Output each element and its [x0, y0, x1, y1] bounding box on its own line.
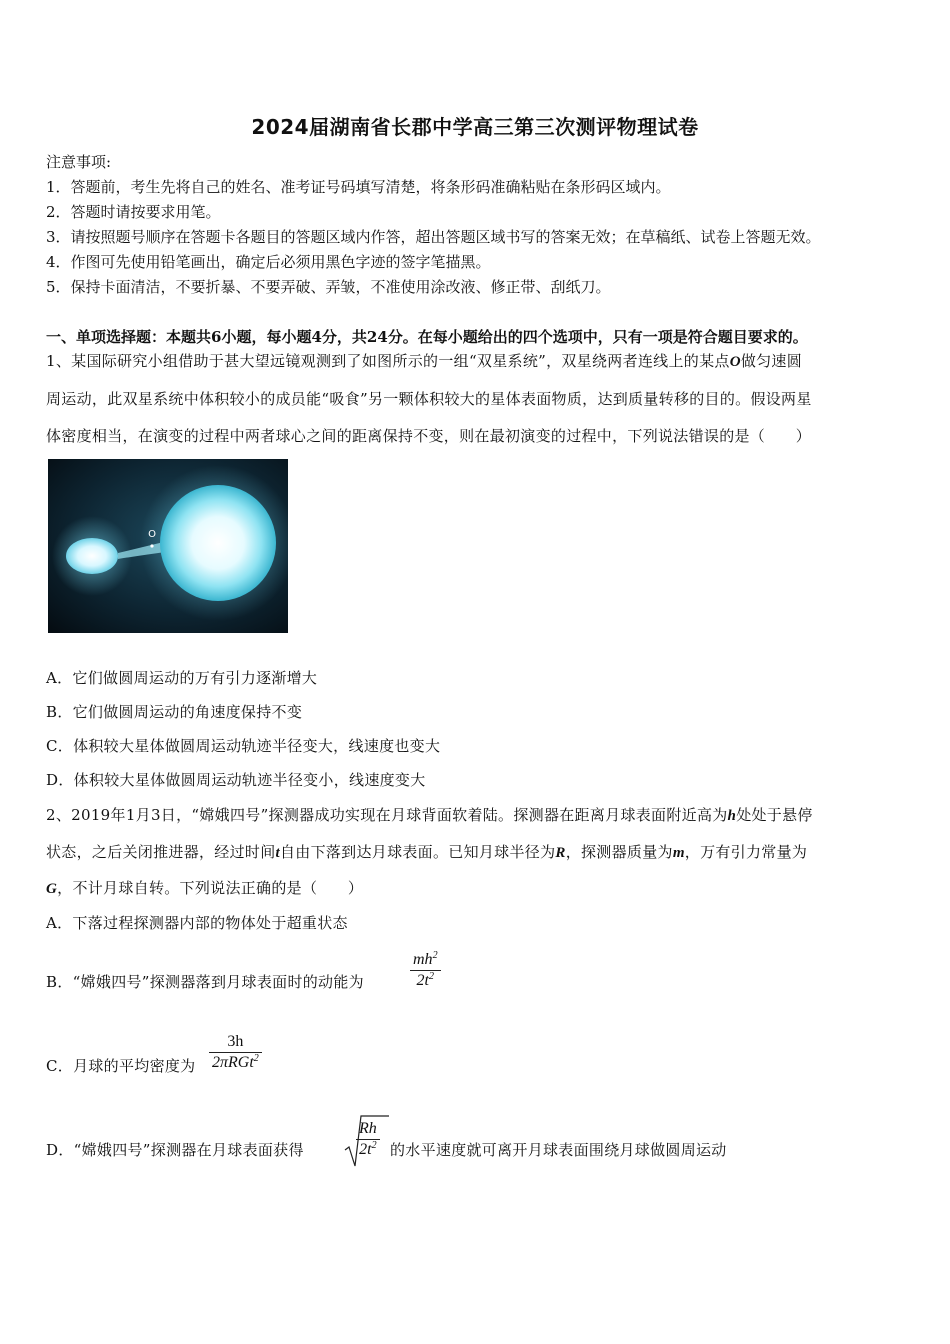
q1-line-1	[46, 351, 802, 372]
q1-option-c: C．体积较大星体做圆周运动轨迹半径变大，线速度也变大	[46, 737, 441, 755]
q2-var-r: R	[555, 845, 566, 861]
notice-item-5: 5．保持卡面清洁，不要折暴、不要弄破、弄皱，不准使用涂改液、修正带、刮纸刀。	[46, 278, 611, 296]
q2-line-1-b: 处处于悬停	[736, 806, 813, 824]
q2-var-g: G	[46, 881, 58, 897]
q1-option-a: A．它们做圆周运动的万有引力逐渐增大	[46, 669, 318, 687]
q2-option-d-formula: Rh $2t^2$	[356, 1119, 380, 1160]
q2-line-3-a: ，不计月球自转。下列说法正确的是（ ）	[57, 879, 364, 897]
q2-option-b: B．“嫦娥四号”探测器落到月球表面时的动能为	[46, 973, 364, 991]
small-star	[66, 538, 118, 574]
notice-item-4: 4．作图可先使用铅笔画出，确定后必须用黑色字迹的签字笔描黑。	[46, 253, 491, 271]
figure-label-o: O	[148, 529, 156, 540]
q2-line-1-a: 2、2019年1月3日，“嫦娥四号”探测器成功实现在月球背面软着陆。探测器在距离月球表面附近高为	[46, 806, 728, 824]
frac-c-num: 3h	[227, 1033, 244, 1050]
q2-option-c-formula: 3h 2πRGt$^2$	[209, 1032, 262, 1073]
notice-item-2: 2．答题时请按要求用笔。	[46, 203, 221, 221]
q1-point-var: O	[729, 354, 741, 370]
frac-d-num: Rh	[359, 1120, 377, 1137]
q2-option-c: C．月球的平均密度为	[46, 1057, 196, 1075]
page-title: 2024届湖南省长郡中学高三第三次测评物理试卷	[251, 115, 699, 139]
q1-option-b: B．它们做圆周运动的角速度保持不变	[46, 703, 303, 721]
q2-option-a: A．下落过程探测器内部的物体处于超重状态	[46, 914, 348, 932]
q1-line-3: 体密度相当，在演变的过程中两者球心之间的距离保持不变，则在最初演变的过程中，下列说法错误的是（ ）	[46, 427, 812, 445]
q1-line-2: 周运动，此双星系统中体积较小的成员能“吸食”另一颗体积较大的星体表面物质，达到质量转移的目的。假设两星	[46, 390, 812, 408]
frac-d-den: 2t	[359, 1141, 372, 1158]
center-point-o	[150, 544, 153, 547]
notice-item-1: 1．答题前，考生先将自己的姓名、准考证号码填写清楚，将条形码准确粘贴在条形码区域内。	[46, 178, 671, 196]
q2-line-2-c: ，探测器质量为	[565, 843, 673, 861]
q2-var-t: t	[275, 845, 280, 861]
q1-line-1-text: 1、某国际研究小组借助于甚大望远镜观测到了如图所示的一组“双星系统”，双星绕两者连线上的某点	[46, 352, 730, 370]
q2-line-2-a: 状态，之后关闭推进器，经过时间	[46, 843, 276, 861]
notice-heading: 注意事项:	[46, 153, 112, 171]
large-star	[160, 485, 276, 601]
q2-option-b-formula: $mh^2$ $2t^2$	[410, 950, 441, 991]
q1-line-1-tail: 做匀速圆	[740, 352, 803, 370]
q2-var-m: m	[672, 845, 685, 861]
q2-option-d-b: 的水平速度就可离开月球表面围绕月球做圆周运动	[390, 1141, 727, 1159]
q2-line-2-d: ，万有引力常量为	[684, 843, 808, 861]
q1-option-d: D．体积较大星体做圆周运动轨迹半径变小，线速度变大	[46, 771, 426, 789]
section-heading: 一、单项选择题：本题共6小题，每小题4分，共24分。在每小题给出的四个选项中，只有一项是符合题目要求的。	[46, 328, 808, 346]
q2-option-d-a: D．“嫦娥四号”探测器在月球表面获得	[46, 1141, 304, 1159]
frac-b-num: mh	[413, 951, 433, 968]
binary-star-image	[48, 459, 288, 633]
q2-line-2-b: 自由下落到达月球表面。已知月球半径为	[279, 843, 556, 861]
q2-line-3	[46, 878, 363, 899]
q2-option-d	[46, 1140, 304, 1160]
frac-c-den: 2πRGt	[212, 1054, 254, 1071]
q2-var-h: h	[727, 808, 737, 824]
q2-line-2	[46, 842, 807, 863]
notice-item-3: 3．请按照题号顺序在答题卡各题目的答题区域内作答，超出答题区域书写的答案无效；在草稿纸、试卷上答题无效。	[46, 228, 821, 246]
q2-line-1	[46, 805, 813, 826]
frac-b-den: 2t	[416, 972, 429, 989]
binary-star-figure	[48, 459, 288, 633]
